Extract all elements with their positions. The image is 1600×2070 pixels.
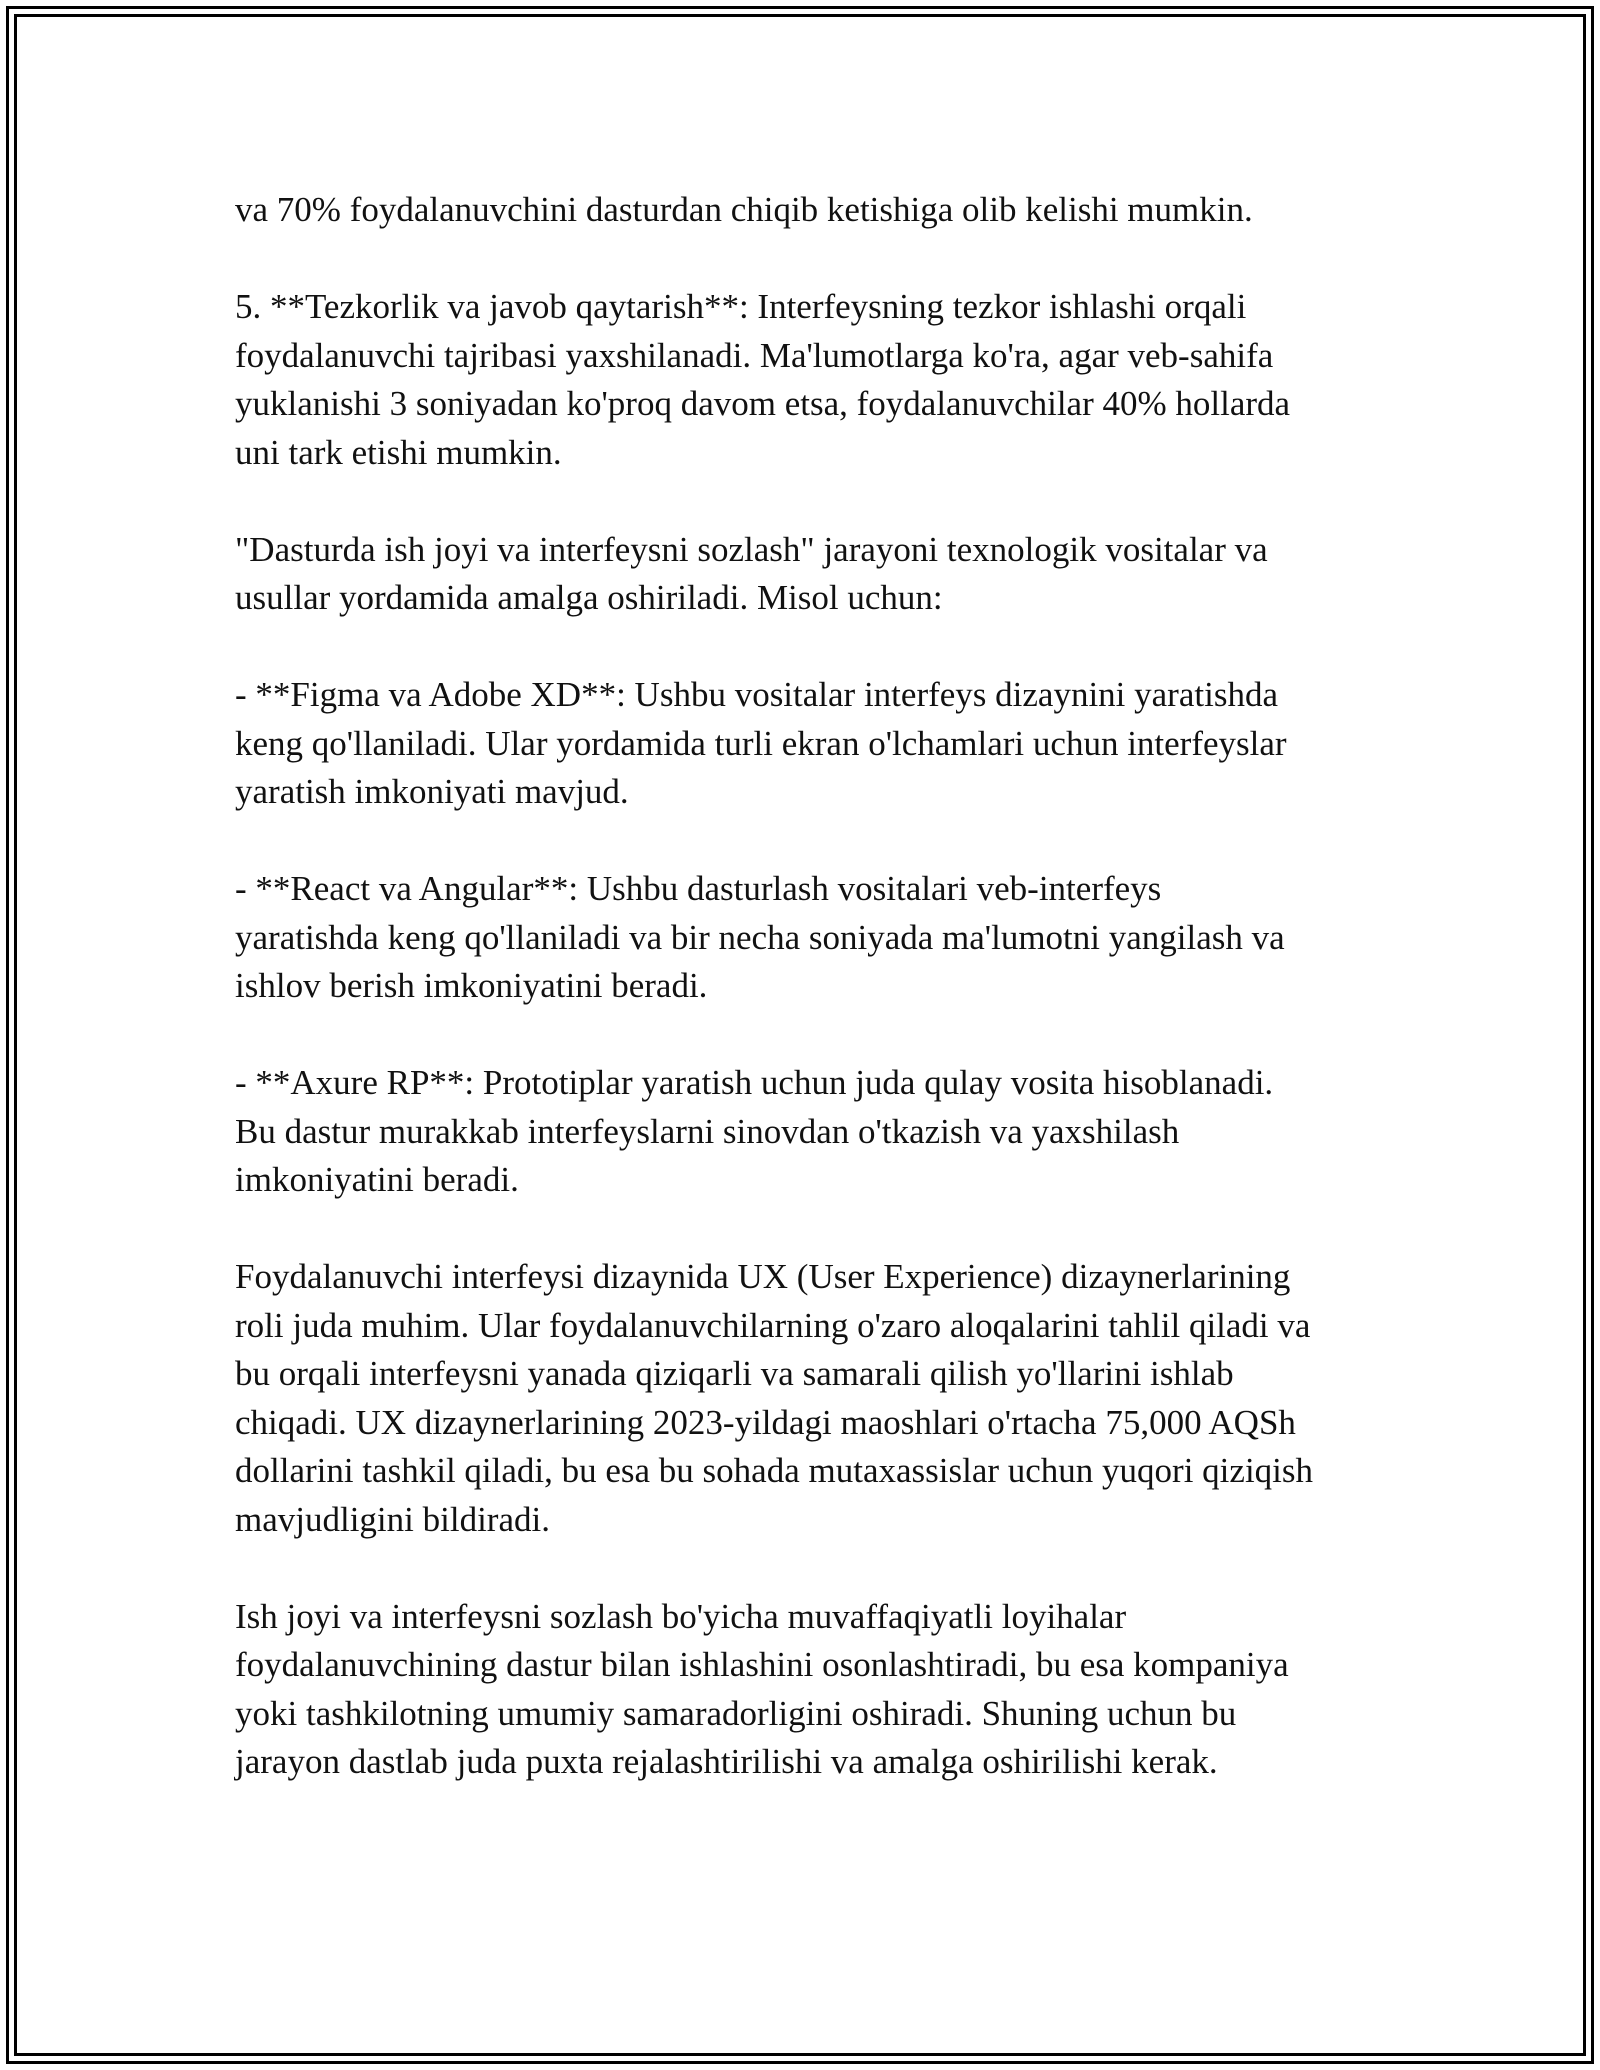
list-item-react-angular: - **React va Angular**: Ushbu dasturlash vositalari veb-interfeys yaratishda keng qo'llaniladi va bir necha soniyada ma'lumotni yangilash va ishlov berish imkoniyatini beradi. — [235, 869, 1285, 1005]
paragraph-speed-and-response: 5. **Tezkorlik va javob qaytarish**: Interfeysning tezkor ishlashi orqali foydalanuvchi tajribasi yaxshilanadi. Ma'lumotlarga ko'ra, agar veb-sahifa yuklanishi 3 soniyadan ko'proq davom etsa, foydalanuvchilar 40% hollarda uni tark etishi mumkin. — [235, 287, 1291, 472]
paragraph-setup-intro: "Dasturda ish joyi va interfeysni sozlash" jarayoni texnologik vositalar va usullar yordamida amalga oshiriladi. Misol uchun: — [235, 529, 1268, 617]
list-item-figma-adobe-xd: - **Figma va Adobe XD**: Ushbu vositalar interfeys dizaynini yaratishda keng qo'llaniladi. Ular yordamida turli ekran o'lchamlari uchun interfeyslar yaratish imkoniyati mavjud. — [235, 675, 1287, 811]
paragraph-continuation: va 70% foydalanuvchini dasturdan chiqib ketishiga olib kelishi mumkin. — [235, 190, 1253, 229]
paragraph-ux-designers: Foydalanuvchi interfeysi dizaynida UX (User Experience) dizaynerlarining roli juda muhim. Ular foydalanuvchilarning o'zaro aloqalarini tahlil qiladi va bu orqali interfeysni yanada qiziqarli va samarali qilish yo'llarini ishlab chiqadi. UX dizaynerlarining 2023-yildagi maoshlari o'rtacha 75,000 AQSh dollarini tashkil qiladi, bu esa bu sohada mutaxassislar uchun yuqori qiziqish mavjudligini bildiradi. — [235, 1257, 1314, 1539]
paragraph-conclusion: Ish joyi va interfeysni sozlash bo'yicha muvaffaqiyatli loyihalar foydalanuvchining dastur bilan ishlashini osonlashtiradi, bu esa kompaniya yoki tashkilotning umumiy samaradorligini oshiradi. Shuning uchun bu jarayon dastlab juda puxta rejalashtirilishi va amalga oshirilishi kerak. — [235, 1596, 1289, 1781]
document-body — [235, 186, 1395, 1835]
list-item-axure-rp: - **Axure RP**: Prototiplar yaratish uchun juda qulay vosita hisoblanadi. Bu dastur murakkab interfeyslarni sinovdan o'tkazish va yaxshilash imkoniyatini beradi. — [235, 1063, 1274, 1199]
